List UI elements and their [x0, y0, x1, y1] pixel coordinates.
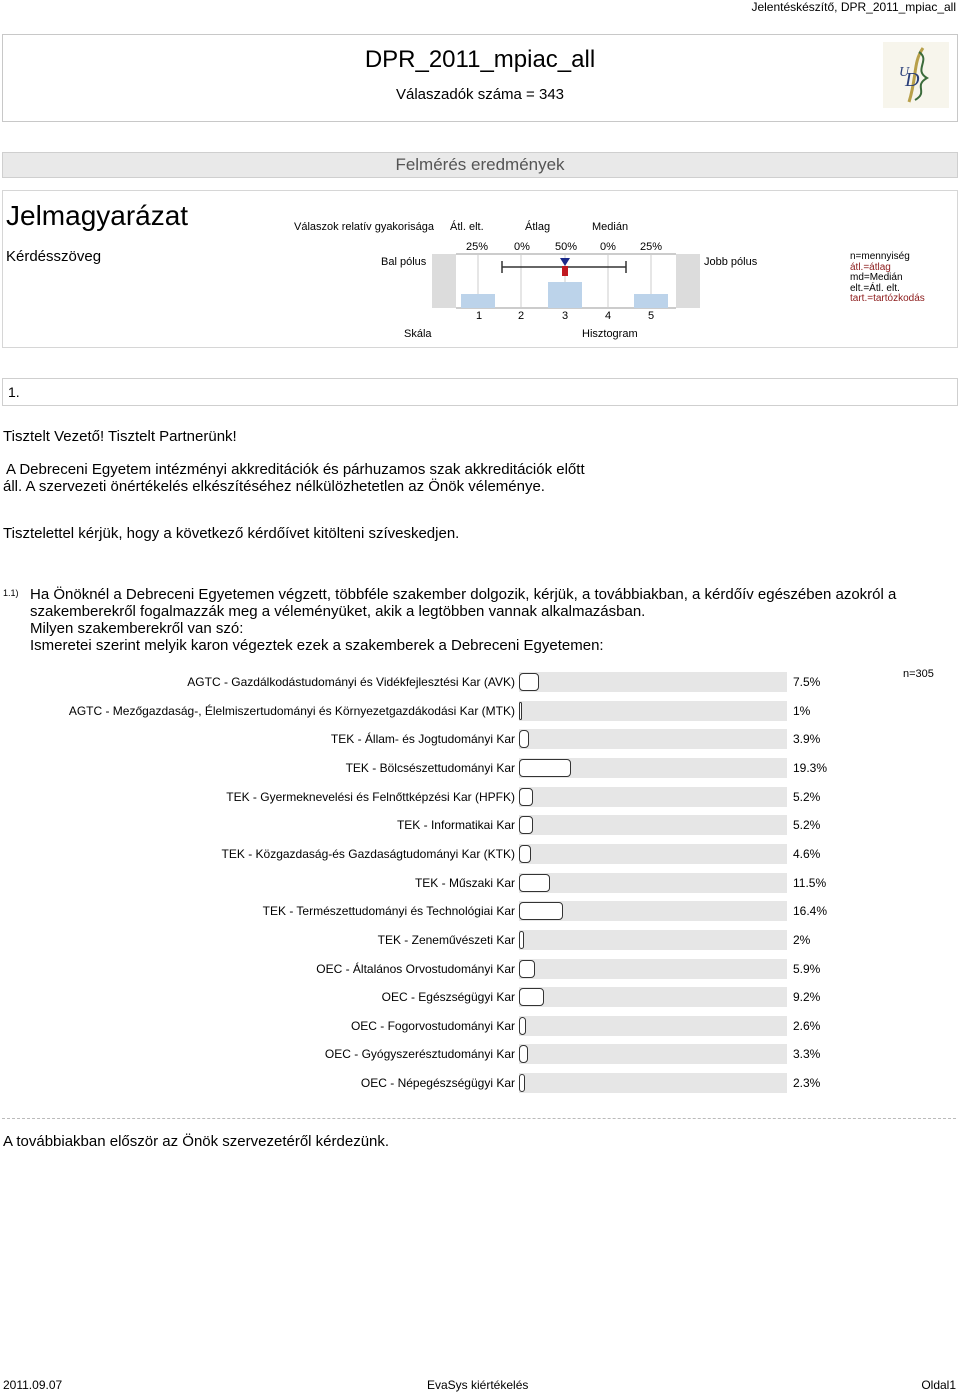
bar-label: OEC - Általános Orvostudományi Kar — [316, 961, 515, 976]
bar-value-label: 2.3% — [793, 1076, 821, 1091]
bar-value-label: 4.6% — [793, 846, 821, 861]
legend-scale-2: 2 — [518, 310, 525, 322]
bar-track — [519, 672, 787, 692]
section-header: Felmérés eredmények — [2, 152, 958, 178]
abbr-median: md=Medián — [850, 272, 903, 283]
q11-question-text — [30, 586, 960, 654]
bar — [519, 1045, 528, 1063]
legend-pct-3: 50% — [555, 241, 578, 253]
bar-label: AGTC - Mezőgazdaság-, Élelmiszertudományi és Környezetgazdákodási Kar (MTK) — [68, 703, 515, 718]
legend-right-pole: Jobb pólus — [704, 256, 758, 268]
bar-value-label: 2% — [793, 932, 811, 947]
legend-pct-4: 0% — [600, 241, 616, 253]
legend-pct-5: 25% — [640, 241, 663, 253]
bar-label: TEK - Gyermeknevelési és Felnőttképzési Kar (HPFK) — [226, 789, 515, 804]
bar — [519, 673, 539, 691]
question-number: 1. — [8, 384, 20, 400]
bar-track — [519, 787, 787, 807]
legend-abbreviations — [850, 252, 925, 305]
bar-value-label: 1% — [793, 703, 811, 718]
bar-track — [519, 1044, 787, 1064]
legend-title: Jelmagyarázat — [6, 200, 189, 231]
bar-value-label: 5.9% — [793, 961, 821, 976]
svg-text:D: D — [905, 69, 920, 91]
q11-line-4: Ismeretei szerint melyik karon végeztek ezek a szakemberek a Debreceni Egyetemen: — [30, 637, 604, 654]
intro-greeting: Tisztelt Vezető! Tisztelt Partnerünk! — [3, 428, 237, 445]
report-title: DPR_2011_mpiac_all — [364, 46, 596, 73]
footer-date: 2011.09.07 — [3, 1378, 63, 1392]
legend-rel-freq: Válaszok relatív gyakorisága — [294, 221, 435, 233]
legend-scale-1: 1 — [476, 310, 483, 322]
bar-value-label: 2.6% — [793, 1018, 821, 1033]
legend-pct-1: 25% — [466, 241, 489, 253]
q11-line-3: Milyen szakemberekről van szó: — [30, 620, 244, 637]
bar-label: TEK - Műszaki Kar — [414, 875, 515, 890]
bar-label: OEC - Népegészségügyi Kar — [360, 1076, 515, 1091]
bar-value-label: 3.9% — [793, 732, 821, 747]
intro-request: Tisztelettel kérjük, hogy a következő kérdőívet kitölteni szíveskedjen. — [3, 525, 460, 542]
q11-number: 1.1) — [3, 588, 19, 598]
q11-respondent-count: n=305 — [903, 668, 934, 680]
footer-page: Oldal1 — [921, 1378, 956, 1392]
respondent-count: Válaszadók száma = 343 — [395, 86, 565, 103]
question-section-bar — [2, 378, 958, 406]
report-header-label: Jelentéskészítő, DPR_2011_mpiac_all — [751, 0, 956, 14]
bar-label: TEK - Informatikai Kar — [396, 818, 515, 833]
legend-mean: Átlag — [525, 221, 551, 233]
legend-pct-2: 0% — [514, 241, 530, 253]
bar-label: OEC - Gyógyszerésztudományi Kar — [324, 1047, 515, 1062]
abbr-stddev: elt.=Átl. elt. — [850, 282, 900, 294]
bar — [519, 759, 571, 777]
bar-track — [519, 701, 787, 721]
bar-label: TEK - Állam- és Jogtudományi Kar — [330, 732, 515, 747]
abbr-abstain: tart.=tartózkodás — [850, 293, 925, 304]
intro-line-1: A Debreceni Egyetem intézményi akkreditációk és párhuzamos szak akkreditációk előtt — [6, 461, 585, 478]
bar-label: TEK - Zeneművészeti Kar — [377, 932, 515, 947]
bar — [519, 702, 522, 720]
bar-label: TEK - Bölcsészettudományi Kar — [345, 760, 515, 775]
q11-line-2: szakemberekről fogalmazzák meg a véleményüket, akik a legtöbben vannak alkalmazásban. — [30, 603, 646, 620]
legend-median: Medián — [592, 221, 629, 233]
bar-value-label: 9.2% — [793, 990, 821, 1005]
bar — [519, 960, 535, 978]
bar-label: OEC - Egészségügyi Kar — [381, 990, 515, 1005]
bar — [519, 902, 563, 920]
legend-std-dev: Átl. elt. — [450, 221, 484, 233]
bar-track — [519, 987, 787, 1007]
university-logo — [883, 42, 949, 108]
next-section-text: A továbbiakban először az Önök szervezetéről kérdezünk. — [3, 1133, 390, 1150]
legend-scale-5: 5 — [648, 310, 655, 322]
bar — [519, 730, 529, 748]
bar-track — [519, 844, 787, 864]
bar-label: TEK - Közgazdaság-és Gazdaságtudományi Kar (KTK) — [221, 846, 515, 861]
bar-track — [519, 815, 787, 835]
bar-track — [519, 1016, 787, 1036]
bar-label: TEK - Természettudományi és Technológiai Kar — [262, 904, 515, 919]
legend-histogram: Hisztogram — [582, 328, 638, 340]
legend-scale-4: 4 — [605, 310, 612, 322]
bar-track — [519, 1073, 787, 1093]
bar — [519, 874, 550, 892]
bar-label: AGTC - Gazdálkodástudományi és Vidékfejlesztési Kar (AVK) — [187, 675, 515, 689]
legend-left-pole: Bal pólus — [381, 256, 427, 268]
bar-track — [519, 873, 787, 893]
legend-scale-3: 3 — [562, 310, 569, 322]
bar-value-label: 3.3% — [793, 1047, 821, 1062]
bar — [519, 1074, 525, 1092]
intro-line-2: áll. A szervezeti önértékelés elkészítéséhez nélkülözhetetlen az Önök véleménye. — [3, 478, 545, 495]
bar-value-label: 5.2% — [793, 818, 821, 833]
bar-label: OEC - Fogorvostudományi Kar — [350, 1018, 515, 1033]
footer-center: EvaSys kiértékelés — [427, 1378, 529, 1392]
bar — [519, 845, 531, 863]
bar-value-label: 5.2% — [793, 789, 821, 804]
bar-value-label: 16.4% — [793, 904, 828, 919]
bar — [519, 788, 533, 806]
abbr-mean: átl.=átlag — [850, 261, 891, 273]
bar-track — [519, 729, 787, 749]
bar-track — [519, 930, 787, 950]
legend-question-text: Kérdésszöveg — [6, 248, 102, 265]
bar — [519, 988, 544, 1006]
bar — [519, 931, 524, 949]
bar — [519, 1017, 526, 1035]
bar — [519, 816, 533, 834]
svg-text:U: U — [899, 65, 910, 80]
bar-value-label: 11.5% — [793, 875, 827, 890]
q11-line-1: Ha Önöknél a Debreceni Egyetemen végzett, többféle szakember dolgozik, kérjük, a továbbiakban, a kérdőív egészében azokról a — [30, 586, 897, 603]
section-divider — [2, 1118, 956, 1120]
bar-value-label: 7.5% — [793, 675, 821, 689]
bar-track — [519, 959, 787, 979]
legend-scale: Skála — [404, 328, 432, 340]
abbr-n: n=mennyiség — [850, 251, 910, 262]
bar-value-label: 19.3% — [793, 760, 828, 775]
